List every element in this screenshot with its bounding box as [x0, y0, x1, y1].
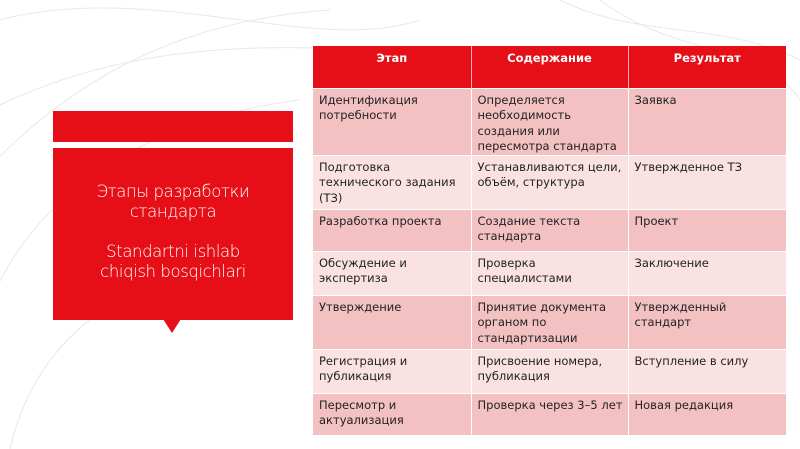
table-row: [313, 209, 786, 251]
cell-stage: Подготовка технического задания (ТЗ): [313, 155, 471, 209]
table-row: [313, 393, 786, 435]
table-row: [313, 251, 786, 295]
table-row: [313, 295, 786, 349]
cell-stage: Идентификация потребности: [313, 88, 471, 155]
title-ru: Этапы разработки стандарта: [96, 182, 250, 221]
cell-content: Создание текста стандарта: [471, 209, 628, 251]
cell-content: Устанавливаются цели, объём, структура: [471, 155, 628, 209]
cell-stage: Пересмотр и актуализация: [313, 393, 471, 435]
cell-result: Заключение: [628, 251, 786, 295]
header-content: Содержание: [471, 46, 628, 88]
cell-content: Присвоение номера, публикация: [471, 349, 628, 393]
title-uz-line2: chiqish bosqichlari: [100, 262, 246, 281]
cell-result: Утвержденное ТЗ: [628, 155, 786, 209]
cell-result: Новая редакция: [628, 393, 786, 435]
header-result: Результат: [628, 46, 786, 88]
cell-content: Проверка через 3–5 лет: [471, 393, 628, 435]
title-top-bar: [53, 111, 293, 142]
cell-stage: Утверждение: [313, 295, 471, 349]
cell-stage: Обсуждение и экспертиза: [313, 251, 471, 295]
table-row: [313, 88, 786, 155]
title-card: [53, 148, 293, 320]
table-row: [313, 349, 786, 393]
header-stage: Этап: [313, 46, 471, 88]
cell-result: Вступление в силу: [628, 349, 786, 393]
cell-result: Утвержденный стандарт: [628, 295, 786, 349]
cell-stage: Регистрация и публикация: [313, 349, 471, 393]
cell-result: Проект: [628, 209, 786, 251]
table-header-row: [313, 46, 786, 88]
cell-content: Принятие документа органом по стандартизации: [471, 295, 628, 349]
title-card-pointer: [163, 319, 181, 333]
cell-result: Заявка: [628, 88, 786, 155]
cell-stage: Разработка проекта: [313, 209, 471, 251]
cell-content: Определяется необходимость создания или пересмотра стандарта: [471, 88, 628, 155]
table-row: [313, 155, 786, 209]
cell-content: Проверка специалистами: [471, 251, 628, 295]
stages-table: [313, 46, 786, 435]
title-uz-line1: Standartni ishlab: [106, 242, 240, 261]
